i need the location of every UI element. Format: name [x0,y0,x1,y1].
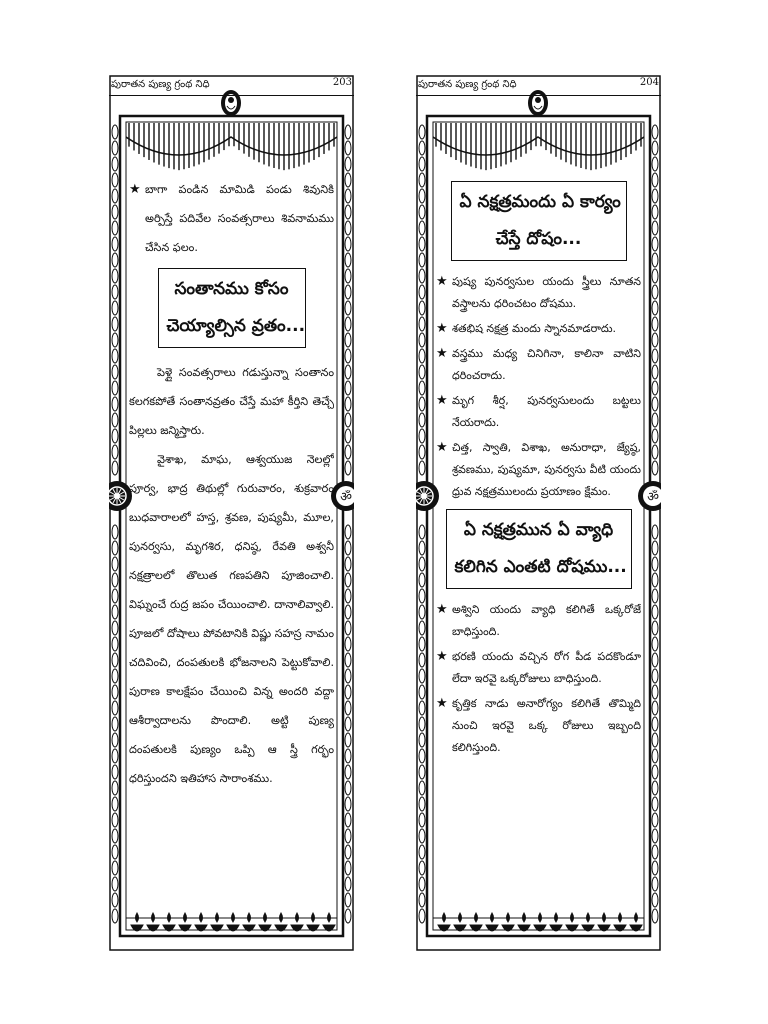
om-medallion [331,481,354,511]
svg-text:ॐ: ॐ [340,490,352,505]
star-icon: ★ [436,696,448,711]
star-icon: ★ [436,321,448,336]
list-item [436,390,641,434]
page-content [436,175,641,885]
intro-bullet [129,175,334,262]
header-title: పురాతన పుణ్య గ్రంథ నిధి [418,79,517,90]
list-item [436,343,641,387]
star-icon: ★ [436,274,448,289]
star-icon: ★ [436,602,448,617]
star-icon: ★ [129,182,141,197]
star-icon: ★ [436,649,448,664]
bullet-text: వస్త్రము మధ్య చినిగినా, కాలినా వాటిని ధరించరాదు. [452,347,641,382]
heading-line: ఏ నక్షత్రమున ఏ వ్యాధి [463,520,614,540]
bullet-text: చిత్త, స్వాతి, విశాఖ, అనురాధా, జ్యేష్ఠ, శ్రవణము, పుష్యమా, పునర్వసు వీటి యందు ధ్రువ నక్షత్రములందు ప్రయాణం క్షేమం. [452,441,641,498]
star-icon: ★ [436,393,448,408]
header-title: పురాతన పుణ్య గ్రంథ నిధి [111,79,210,90]
heading-line: కలిగిన ఎంతటి దోషము... [454,557,627,577]
bullet-list [436,271,641,503]
paragraph: పెళ్లై సంవత్సరాలు గడుస్తున్నా సంతానం కలగకపోతే సంతానవ్రతం చేస్తే మహా కీర్తిని తెచ్చే పిల్లలు జన్మిస్తారు. [129,366,334,437]
star-icon: ★ [436,440,448,455]
page-204 [416,75,661,951]
list-item [436,693,641,759]
section-heading-box [158,268,306,348]
star-icon: ★ [436,346,448,361]
heading-line: ఏ నక్షత్రమందు ఏ కార్యం [459,192,621,212]
section-heading-box [451,181,627,261]
list-item [436,271,641,315]
page-number: 203 [332,77,352,88]
bullet-text: పుష్య పునర్వసుల యందు స్త్రీలు నూతన వస్త్రాలను ధరించటం దోషము. [452,275,641,310]
heading-line: సంతానము కోసం [174,279,289,299]
section-heading-box [446,509,632,589]
bullet-text: అశ్విని యందు వ్యాధి కలిగితే ఒక్కరోజే బాధిస్తుంది. [452,603,641,638]
svg-text:ॐ: ॐ [647,490,659,505]
list-item [436,437,641,503]
page-203 [109,75,354,951]
om-medallion [638,481,661,511]
page-content [129,175,334,885]
bottom-lamp-row [433,913,644,931]
bullet-list [436,599,641,759]
heading-line: చెయ్యాల్సిన వ్రతం... [166,316,306,336]
top-garland-ornament [433,123,644,170]
heading-line: చేస్తే దోషం... [495,229,582,249]
paragraph: వైశాఖ, మాఘ, ఆశ్వయుజ నెలల్లో పూర్వ, భాద్ర తిథుల్లో గురువారం, శుక్రవారం బుధవారాలలో హస్త, శ్రవణ, పుష్యమీ, మూల, పునర్వసు, మృగశిర, ధనిష్ఠ, రేవతి అశ్వనీ నక్షత్రాలలో తొలుత గణపతిని పూజించాలి. విఘ్నంచే రుద్ర జపం చేయించాలి. దానాలివ్వాలి. పూజలో దోషాలు పోవటానికి విష్ణు సహస్ర నామం చదివించి, దంపతులకి భోజనాలని పెట్టుకోవాలి. పురాణ కాలక్షేపం చేయించి విన్న అందరి వద్దా ఆశీర్వాదాలను పొందాలి. అట్టి పుణ్య దంపతులకి పుణ్యం ఒప్పి ఆ స్త్రీ గర్భం ధరిస్తుందని ఇతిహాస సారాంశము. [129,453,334,785]
bullet-text: భరణి యందు వచ్చిన రోగ పీడ పదకొండూ లేదా ఇరవై ఒక్కరోజులు బాధిస్తుంది. [452,650,641,685]
list-item [436,646,641,690]
bullet-text: మృగ శీర్ష, పునర్వసులందు బట్టలు నేయరాదు. [452,394,641,429]
page-number: 204 [639,77,659,88]
top-garland-ornament [126,123,337,170]
running-header [416,75,661,96]
bullet-text: కృత్తిక నాడు అనారోగ్యం కలిగితే తొమ్మిది నుంచి ఇరవై ఒక్క రోజులు ఇబ్బంది కలిగిస్తుంది. [452,697,641,754]
bottom-lamp-row [126,913,337,931]
list-item [436,318,641,340]
bullet-text: బాగా పండిన మామిడి పండు శివునికి అర్పిస్తే పదివేల సంవత్సరాలు శివనామము చేసిన ఫలం. [145,183,334,254]
bullet-text: శతభిష నక్షత్ర మందు స్నానమాడరాదు. [452,322,617,335]
list-item [436,599,641,643]
running-header [109,75,354,96]
